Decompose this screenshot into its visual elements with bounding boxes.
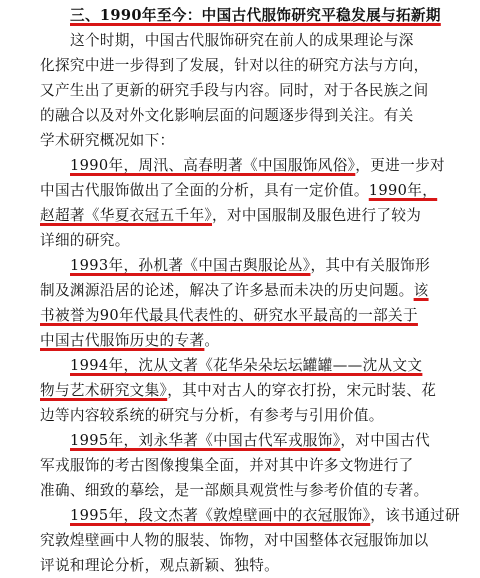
entry-text: 。 — [204, 332, 220, 349]
intro-line: 学术研究概况如下： — [40, 132, 175, 149]
entry-text: 中国古代服饰做出了全面的分析，具有一定价值。 — [40, 182, 369, 199]
intro-paragraph — [40, 28, 462, 153]
entry-line — [40, 328, 462, 353]
entry-text: 制及渊源沿居的论述，解决了许多悬而未决的历史问题。 — [40, 282, 414, 299]
entry-line — [40, 503, 462, 528]
entry-text: ，其中对古人的穿衣打扮，宋元时装、花 — [167, 382, 437, 399]
entry-line — [40, 353, 462, 378]
underlined-citation: 中国古代服饰历史的专著 — [40, 332, 205, 349]
entry-1994-paragraph — [40, 353, 462, 428]
entry-line: 详细的研究。 — [40, 232, 130, 249]
entry-line — [40, 303, 462, 328]
entry-1995-duan-paragraph — [40, 503, 462, 578]
entry-1995-liu-paragraph — [40, 428, 462, 503]
entry-line — [40, 278, 462, 303]
entry-text: ，其中有关服饰形 — [310, 257, 431, 274]
entry-line: 边等内容较系统的研究与分析，有参考与引用价值。 — [40, 407, 384, 424]
entry-text: ，对中国古代 — [340, 432, 431, 449]
intro-line: 的融合以及对外文化影响层面的问题逐步得到关注。有关 — [40, 107, 414, 124]
underlined-citation: 1994年，沈从文著《花华朵朵坛坛罐罐——沈从文文 — [70, 357, 423, 374]
underlined-citation: 1990年，周汛、高春明著《中国服饰风俗》 — [70, 157, 356, 174]
entry-line — [40, 428, 462, 453]
entry-text: ，对中国服制及服色进行了较为 — [212, 207, 422, 224]
section-heading — [40, 3, 462, 28]
underlined-citation: 赵超著《华夏衣冠五千年》 — [40, 207, 213, 224]
entry-line: 准确、细致的摹绘，是一部颇具观赏性与参考价值的专著。 — [40, 482, 429, 499]
entry-line: 评说和理论分析，观点新颖、独特。 — [40, 557, 280, 574]
intro-line: 化探究中进一步得到了发展，针对以往的研究方法与方向， — [40, 57, 429, 74]
section-heading-text: 三、1990年至今：中国古代服饰研究平稳发展与拓新期 — [70, 7, 441, 24]
entry-line: 究敦煌壁画中人物的服装、饰物，对中国整体衣冠服饰加以 — [40, 532, 429, 549]
entry-1993-paragraph — [40, 253, 462, 353]
underlined-citation: 1995年，刘永华著《中国古代军戎服饰》 — [70, 432, 341, 449]
underlined-citation: 1995年，段文杰著《敦煌壁画中的衣冠服饰》 — [70, 507, 371, 524]
entry-line — [40, 153, 462, 178]
underlined-citation: 1993年，孙机著《中国古舆服论丛》 — [70, 257, 311, 274]
entry-1990-paragraph — [40, 153, 462, 253]
entry-line: 军戎服饰的考古图像搜集全面，并对其中许多文物进行了 — [40, 457, 414, 474]
entry-line — [40, 203, 462, 228]
entry-line — [40, 378, 462, 403]
intro-line: 又产生出了更新的研究手段与内容。同时，对于各民族之间 — [40, 82, 429, 99]
underlined-citation: 书被誉为90年代最具代表性的、研究水平最高的一部关于 — [40, 307, 418, 324]
underlined-citation: 该 — [413, 282, 429, 299]
underlined-citation: 1990年， — [368, 182, 438, 199]
underlined-citation: 物与艺术研究文集》 — [40, 382, 168, 399]
intro-line: 这个时期，中国古代服饰研究在前人的成果理论与深 — [70, 32, 414, 49]
entry-line — [40, 253, 462, 278]
entry-text: ，该书通过研 — [370, 507, 460, 524]
entry-text: ，更进一步对 — [355, 157, 445, 174]
entry-line — [40, 178, 462, 203]
